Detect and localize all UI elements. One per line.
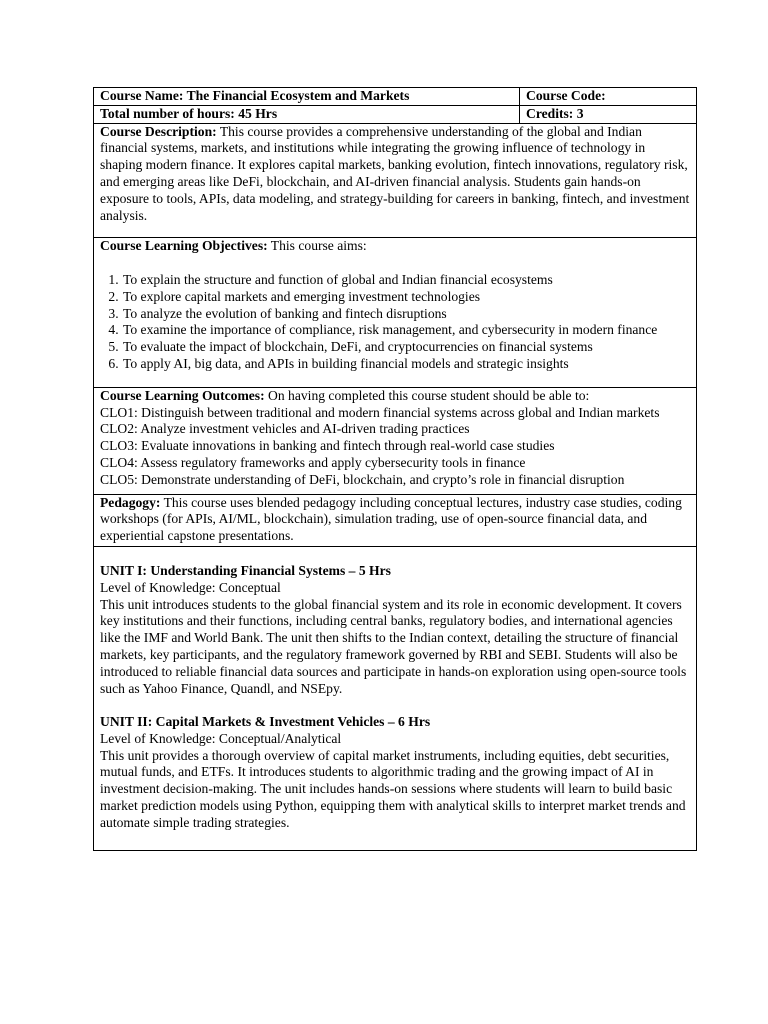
course-table	[93, 87, 697, 851]
pedagogy-row	[94, 494, 697, 546]
header-row-1	[94, 88, 697, 106]
outcomes-row	[94, 387, 697, 494]
unit-2-text: This unit provides a thorough overview of capital market instruments, including equities, debt securities, mutual funds, and ETFs. It introduces students to algorithmic trading and the growing impact of AI in investment decision-making. The unit includes hands-on sessions where students will learn to build basic market prediction models using Python, equipping them with analytical skills to interpret market trends and automate simple trading strategies.	[100, 747, 686, 830]
course-description	[94, 123, 697, 238]
list-item: 2. To explore capital markets and emerging investment technologies	[122, 289, 690, 306]
unit-2-title: UNIT II: Capital Markets & Investment Vehicles – 6 Hrs	[100, 714, 431, 730]
list-item: 4. To examine the importance of compliance, risk management, and cybersecurity in modern finance	[122, 322, 690, 339]
outcome-item: CLO3: Evaluate innovations in banking and fintech through real-world case studies	[100, 438, 555, 454]
pedagogy	[94, 494, 697, 546]
unit-1-level: Level of Knowledge: Conceptual	[100, 579, 281, 595]
total-hours: Total number of hours: 45 Hrs	[94, 105, 520, 123]
outcomes-label: Course Learning Outcomes:	[100, 387, 265, 403]
outcome-item: CLO5: Demonstrate understanding of DeFi, blockchain, and crypto’s role in financial disruption	[100, 471, 625, 487]
course-document	[93, 87, 696, 851]
unit-2-level: Level of Knowledge: Conceptual/Analytical	[100, 730, 342, 746]
list-item: 1. To explain the structure and function of global and Indian financial ecosystems	[122, 272, 690, 289]
outcome-item: CLO2: Analyze investment vehicles and AI-driven trading practices	[100, 421, 470, 437]
list-item: 3. To analyze the evolution of banking and fintech disruptions	[122, 306, 690, 323]
units-row	[94, 546, 697, 850]
list-item: 6. To apply AI, big data, and APIs in building financial models and strategic insights	[122, 356, 690, 373]
unit-1-title: UNIT I: Understanding Financial Systems – 5 Hrs	[100, 562, 391, 578]
outcomes-intro: On having completed this course student should be able to:	[264, 387, 590, 403]
objectives-row	[94, 238, 697, 387]
list-item: 5. To evaluate the impact of blockchain, DeFi, and cryptocurrencies on financial systems	[122, 339, 690, 356]
outcome-item: CLO1: Distinguish between traditional and modern financial systems across global and Indian markets	[100, 404, 660, 420]
course-code: Course Code:	[520, 88, 697, 106]
units	[94, 546, 697, 850]
course-outcomes	[94, 387, 697, 494]
outcome-item: CLO4: Assess regulatory frameworks and apply cybersecurity tools in finance	[100, 454, 526, 470]
unit-1-text: This unit introduces students to the global financial system and its role in economic development. It covers key institutions and their functions, including central banks, regulatory bodies, and international agencies like the IMF and World Bank. The unit then shifts to the Indian context, detailing the structure of financial markets, key participants, and the regulatory framework governed by RBI and SEBI. Students will also be introduced to reliable financial data sources and participate in hands-on exploration using open-source tools such as Yahoo Finance, Quandl, and NSEpy.	[100, 596, 687, 696]
objectives-label: Course Learning Objectives:	[100, 238, 268, 254]
pedagogy-label: Pedagogy:	[100, 494, 161, 510]
description-label: Course Description:	[100, 123, 217, 139]
objectives-list	[100, 272, 690, 373]
credits: Credits: 3	[520, 105, 697, 123]
course-objectives	[94, 238, 697, 387]
header-row-2	[94, 105, 697, 123]
description-row	[94, 123, 697, 238]
description-text: This course provides a comprehensive understanding of the global and Indian financial systems, markets, and institutions while integrating the growing influence of technology in shaping modern finance. It explores capital markets, banking evolution, fintech innovations, regulatory risk, and emerging areas like DeFi, blockchain, and AI-driven financial analysis. Students gain hands-on exposure to tools, APIs, data modeling, and strategy-building for careers in banking, fintech, and investment analysis.	[100, 123, 690, 223]
course-name: Course Name: The Financial Ecosystem and Markets	[94, 88, 520, 106]
pedagogy-text: This course uses blended pedagogy including conceptual lectures, industry case studies, coding workshops (for APIs, AI/ML, blockchain), simulation trading, use of open-source financial data, and experiential capstone presentations.	[100, 494, 682, 544]
objectives-intro: This course aims:	[267, 238, 367, 254]
